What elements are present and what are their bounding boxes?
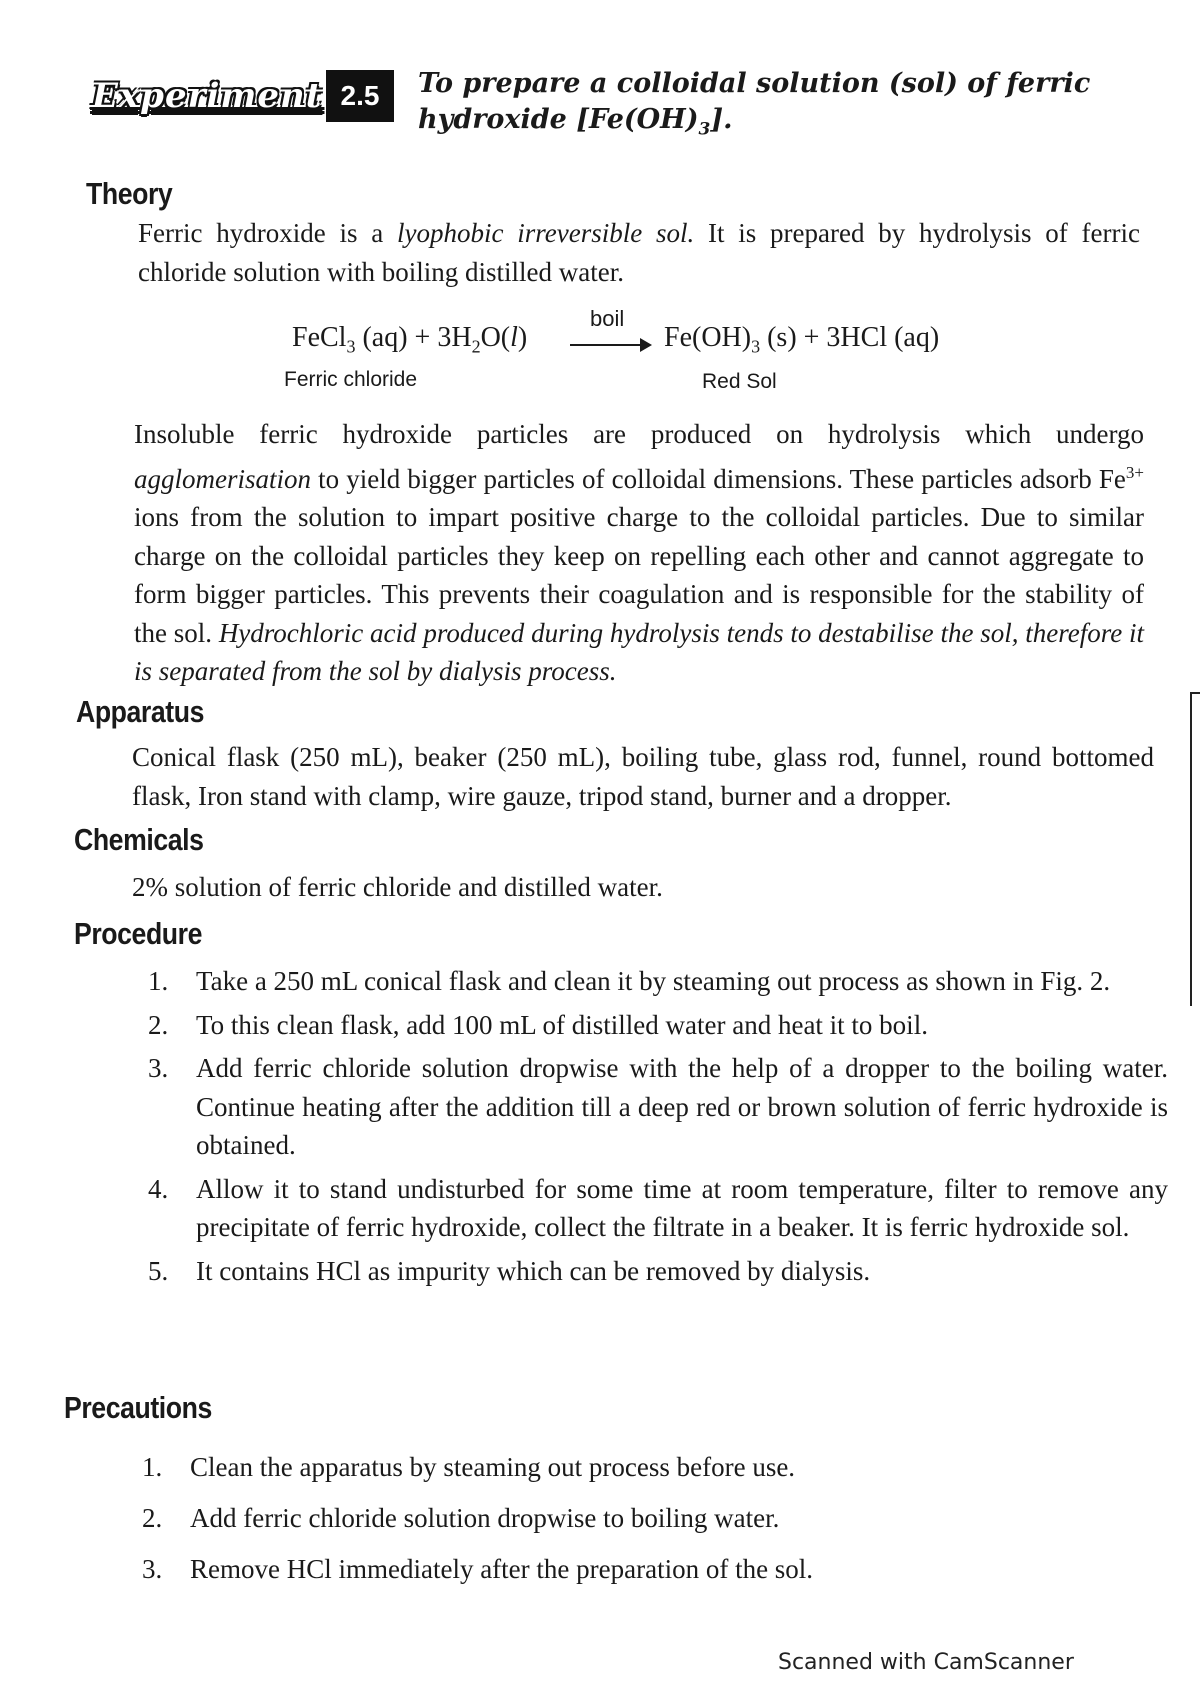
scanner-watermark: Scanned with CamScanner <box>778 1650 1074 1675</box>
heading-theory: Theory <box>86 176 173 211</box>
precaution-item: 3. Remove HCl immediately after the preparation of the sol. <box>142 1554 814 1584</box>
experiment-number-badge: 2.5 <box>326 70 394 122</box>
chemical-equation: FeCl$_3$ $(aq) + 3H_2O(l)$ <box>292 322 528 357</box>
precaution-item: 2. Add ferric chloride solution dropwise to boiling water. <box>142 1503 780 1533</box>
procedure-step: 2. To this clean flask, add 100 mL of distilled water and heat it to boil. <box>148 1009 928 1040</box>
procedure-step: 5. It contains HCl as impurity which can be removed by dialysis. <box>148 1255 871 1286</box>
theory-paragraph-1: Ferric hydroxide is a lyophobic irreversible sol. It is prepared by hydrolysis of ferric chloride solution with boiling distilled water. <box>138 218 1140 287</box>
reaction-arrow-icon <box>570 344 648 346</box>
heading-apparatus: Apparatus <box>76 694 204 729</box>
label-red-sol: Red Sol <box>702 370 777 393</box>
precaution-item: 1. Clean the apparatus by steaming out process before use. <box>142 1452 796 1482</box>
equation-products: $Fe(OH)_3$ (s) + 3HCl (aq) <box>664 322 940 357</box>
reaction-condition: boil <box>590 306 625 331</box>
apparatus-text: Conical flask (250 mL), beaker (250 mL), boiling tube, glass rod, funnel, round bottomed flask, Iron stand with clamp, wire gauze, tripod stand, burner and a dropper. <box>132 742 1154 811</box>
procedure-step: 3. Add ferric chloride solution dropwise with the help of a dropper to the boiling water. Continue heating after the addition till a deep red or brown solution of ferric hydroxide is obtained. <box>148 1053 1168 1160</box>
experiment-label: Experiment <box>92 76 323 116</box>
theory-paragraph-2: Insoluble ferric hydroxide particles are produced on hydrolysis which undergo agglomerisation to yield bigger particles of colloidal dimensions. These particles adsorb $Fe^{3+}$ ions from the solution to impart positive charge to the colloidal particles. Due to similar charge on the colloidal particles they keep on repelling each other and cannot aggregate to form bigger particles. This prevents their coagulation and is responsible for the stability of the sol. Hydrochloric acid produced during hydrolysis tends to destabilise the sol, therefore it is separated from the sol by dialysis process. <box>134 419 1144 686</box>
precautions-list <box>142 1444 1142 1597</box>
label-ferric-chloride: Ferric chloride <box>284 368 418 391</box>
heading-chemicals: Chemicals <box>74 822 204 857</box>
heading-procedure: Procedure <box>74 916 203 951</box>
heading-precautions: Precautions <box>64 1390 212 1425</box>
procedure-step: 4. Allow it to stand undisturbed for some time at room temperature, filter to remove any precipitate of ferric hydroxide, collect the filtrate in a beaker. It is ferric hydroxide sol. <box>148 1173 1168 1242</box>
scan-edge-bracket <box>1190 692 1200 1006</box>
experiment-title: To prepare a colloidal solution (sol) of ferric hydroxide $[Fe(OH)_3]$. <box>418 68 1091 140</box>
procedure-step: 1. Take a 250 mL conical flask and clean it by steaming out process as shown in Fig. 2. <box>148 966 1111 996</box>
procedure-list <box>148 962 1168 1295</box>
chemicals-text: 2% solution of ferric chloride and distilled water. <box>132 872 663 902</box>
